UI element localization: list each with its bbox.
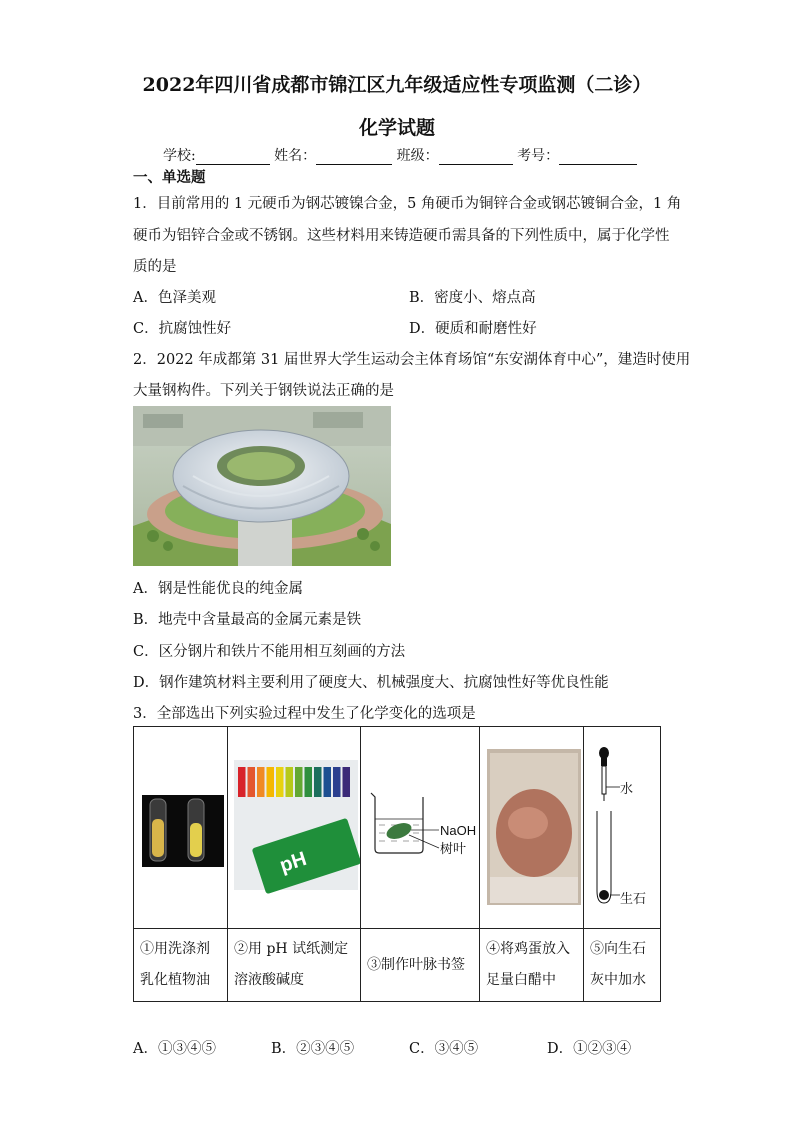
class-label: 班级： [396, 148, 439, 164]
ph-swatch [333, 767, 341, 797]
experiment-image-4 [480, 727, 584, 929]
q3-stem: 3．全部选出下列实验过程中发生了化学变化的选项是 [133, 706, 476, 722]
caption-5-line1: ⑤向生石 [590, 941, 646, 957]
caption-1 [134, 929, 228, 1002]
q3-option-b[interactable]: B．②③④⑤ [271, 1041, 355, 1057]
caption-3 [361, 929, 480, 1002]
school-label: 学校: [163, 148, 196, 164]
water-label: 水 [620, 782, 634, 797]
experiment-image-1 [134, 727, 228, 929]
stadium-image [133, 406, 391, 566]
experiment-table [133, 726, 661, 1002]
q1-stem-line1: 1．目前常用的 1 元硬币为钢芯镀镍合金，5 角硬币为铜锌合金或钢芯镀铜合金，1 角 [133, 196, 682, 212]
experiment-image-row [134, 727, 661, 929]
ph-swatch [314, 767, 322, 797]
ph-swatch [238, 767, 246, 797]
q2-option-d[interactable]: D．钢作建筑材料主要利用了硬度大、机械强度大、抗腐蚀性好等优良性能 [133, 675, 609, 691]
caption-3-line1: ③制作叶脉书签 [367, 956, 465, 973]
exam-no-label: 考号： [517, 148, 560, 164]
ph-swatch [276, 767, 284, 797]
caption-1-line2: 乳化植物油 [140, 972, 210, 988]
student-info-line [163, 145, 637, 165]
caption-4 [480, 929, 584, 1002]
q2-stem-line2: 大量钢构件。下列关于钢铁说法正确的是 [133, 383, 394, 399]
ph-swatch [257, 767, 265, 797]
ph-swatch [324, 767, 332, 797]
experiment-caption-row [134, 929, 661, 1002]
q2-stem-line1: 2．2022 年成都第 31 届世界大学生运动会主体育场馆“东安湖体育中心”，建造时使用 [133, 352, 691, 368]
q2-option-a[interactable]: A．钢是性能优良的纯金属 [133, 581, 303, 597]
ph-box-label: pH [277, 847, 310, 878]
caption-2 [228, 929, 361, 1002]
caption-2-line2: 溶液酸碱度 [234, 972, 304, 988]
lime-label: 生石 [620, 892, 647, 907]
exam-no-blank[interactable] [559, 150, 637, 165]
experiment-image-2 [228, 727, 361, 929]
caption-1-line1: ①用洗涤剂 [140, 941, 210, 957]
caption-4-line1: ④将鸡蛋放入 [486, 941, 570, 957]
ph-swatch [343, 767, 351, 797]
q3-option-d[interactable]: D．①②③④ [547, 1041, 632, 1057]
ph-swatch [286, 767, 294, 797]
ph-swatch [295, 767, 303, 797]
caption-4-line2: 足量白醋中 [486, 972, 556, 988]
ph-swatch [267, 767, 275, 797]
school-blank[interactable] [196, 150, 270, 165]
q1-option-a[interactable]: A．色泽美观 [133, 290, 216, 306]
q1-option-b[interactable]: B．密度小、熔点高 [409, 290, 536, 306]
name-blank[interactable] [316, 150, 392, 165]
q2-option-b[interactable]: B．地壳中含量最高的金属元素是铁 [133, 612, 362, 628]
q1-stem-line3: 质的是 [133, 259, 177, 275]
experiment-image-5 [584, 727, 661, 929]
section-heading: 一、单选题 [133, 169, 206, 186]
caption-5-line2: 灰中加水 [590, 972, 646, 988]
q3-option-c[interactable]: C．③④⑤ [409, 1041, 479, 1057]
name-label: 姓名： [274, 148, 317, 164]
q1-stem-line2: 硬币为铝锌合金或不锈钢。这些材料用来铸造硬币需具备的下列性质中，属于化学性 [133, 228, 670, 244]
experiment-image-3 [361, 727, 480, 929]
caption-2-line1: ②用 pH 试纸测定 [234, 941, 349, 957]
q1-option-c[interactable]: C．抗腐蚀性好 [133, 321, 232, 337]
q1-option-d[interactable]: D．硬质和耐磨性好 [409, 321, 537, 337]
naoh-label: NaOH [440, 823, 477, 838]
page-title: 2022年四川省成都市锦江区九年级适应性专项监测（二诊） [142, 74, 652, 96]
ph-swatch [248, 767, 256, 797]
caption-5 [584, 929, 661, 1002]
class-blank[interactable] [439, 150, 513, 165]
leaf-label: 树叶 [440, 842, 467, 857]
page-subtitle: 化学试题 [358, 117, 435, 139]
ph-swatch [305, 767, 313, 797]
q2-option-c[interactable]: C．区分钢片和铁片不能用相互刻画的方法 [133, 644, 406, 660]
q3-option-a[interactable]: A．①③④⑤ [133, 1041, 216, 1057]
